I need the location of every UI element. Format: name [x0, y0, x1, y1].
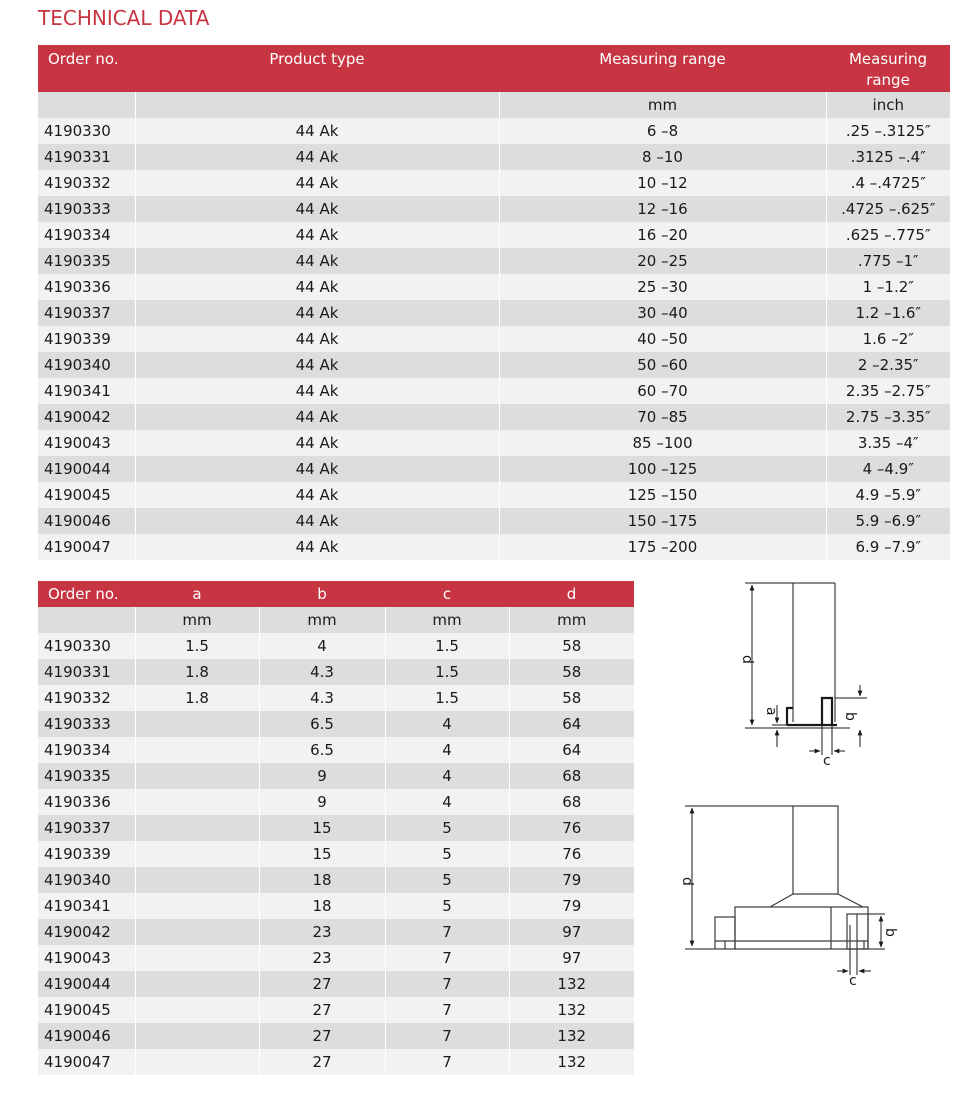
- value-cell: 150 –175: [499, 508, 826, 534]
- table-row: [38, 378, 950, 404]
- table-row: [38, 196, 950, 222]
- header-measuring-range-inch: Measuring range: [826, 45, 950, 92]
- value-cell: 79: [509, 893, 634, 919]
- table-row: [38, 997, 634, 1023]
- value-cell: [135, 997, 259, 1023]
- value-cell: 5: [385, 867, 509, 893]
- value-cell: 5.9 –6.9″: [826, 508, 950, 534]
- order-number-cell: 4190337: [38, 815, 135, 841]
- value-cell: .3125 –.4″: [826, 144, 950, 170]
- small-tool-dimension-drawing: [725, 575, 875, 770]
- value-cell: 44 Ak: [135, 430, 499, 456]
- value-cell: [135, 971, 259, 997]
- unit-cell: mm: [385, 607, 509, 633]
- unit-cell: mm: [259, 607, 385, 633]
- value-cell: 58: [509, 633, 634, 659]
- value-cell: 10 –12: [499, 170, 826, 196]
- order-number-cell: 4190330: [38, 118, 135, 144]
- table-row: [38, 430, 950, 456]
- value-cell: .775 –1″: [826, 248, 950, 274]
- header-order-no: Order no.: [38, 45, 135, 92]
- order-number-cell: 4190340: [38, 867, 135, 893]
- value-cell: 15: [259, 815, 385, 841]
- table-row: [38, 867, 634, 893]
- value-cell: 100 –125: [499, 456, 826, 482]
- value-cell: 7: [385, 945, 509, 971]
- value-cell: 44 Ak: [135, 118, 499, 144]
- value-cell: 25 –30: [499, 274, 826, 300]
- page-title: TECHNICAL DATA: [38, 6, 210, 30]
- value-cell: 27: [259, 997, 385, 1023]
- header-c: c: [385, 581, 509, 607]
- value-cell: 23: [259, 945, 385, 971]
- value-cell: 58: [509, 685, 634, 711]
- value-cell: 44 Ak: [135, 482, 499, 508]
- table-row: [38, 1023, 634, 1049]
- dimensions-table: [38, 581, 634, 1075]
- value-cell: [135, 893, 259, 919]
- order-number-cell: 4190042: [38, 919, 135, 945]
- label-c: c: [849, 973, 857, 989]
- value-cell: 27: [259, 971, 385, 997]
- value-cell: [135, 841, 259, 867]
- value-cell: 175 –200: [499, 534, 826, 560]
- value-cell: 7: [385, 1049, 509, 1075]
- order-number-cell: 4190335: [38, 248, 135, 274]
- table-row: [38, 144, 950, 170]
- table-row: [38, 508, 950, 534]
- value-cell: .625 –.775″: [826, 222, 950, 248]
- order-number-cell: 4190335: [38, 763, 135, 789]
- table-row: [38, 685, 634, 711]
- table-header-row: [38, 45, 950, 92]
- value-cell: 64: [509, 737, 634, 763]
- order-number-cell: 4190336: [38, 789, 135, 815]
- value-cell: 60 –70: [499, 378, 826, 404]
- value-cell: 44 Ak: [135, 248, 499, 274]
- value-cell: 44 Ak: [135, 352, 499, 378]
- value-cell: 15: [259, 841, 385, 867]
- value-cell: [135, 1023, 259, 1049]
- value-cell: 132: [509, 997, 634, 1023]
- shank: [793, 806, 838, 894]
- order-number-cell: 4190043: [38, 430, 135, 456]
- order-number-cell: 4190337: [38, 300, 135, 326]
- order-number-cell: 4190333: [38, 196, 135, 222]
- header-measuring-range-mm: Measuring range: [499, 45, 826, 92]
- value-cell: 7: [385, 1023, 509, 1049]
- header-product-type: Product type: [135, 45, 499, 92]
- order-number-cell: 4190331: [38, 144, 135, 170]
- value-cell: 58: [509, 659, 634, 685]
- order-number-cell: 4190341: [38, 378, 135, 404]
- order-number-cell: 4190334: [38, 222, 135, 248]
- value-cell: 9: [259, 789, 385, 815]
- value-cell: 27: [259, 1049, 385, 1075]
- order-number-cell: 4190046: [38, 508, 135, 534]
- header-order-no: Order no.: [38, 581, 135, 607]
- value-cell: 44 Ak: [135, 534, 499, 560]
- measuring-range-table: [38, 45, 950, 560]
- cutter-body: [735, 907, 868, 949]
- table-row: [38, 274, 950, 300]
- value-cell: 2.35 –2.75″: [826, 378, 950, 404]
- cutter-profile: [787, 698, 837, 725]
- label-a: a: [763, 707, 779, 716]
- value-cell: 4: [259, 633, 385, 659]
- value-cell: 1.8: [135, 659, 259, 685]
- value-cell: [135, 1049, 259, 1075]
- table-row: [38, 352, 950, 378]
- value-cell: 50 –60: [499, 352, 826, 378]
- table-row: [38, 482, 950, 508]
- unit-cell: [135, 92, 499, 118]
- table-row: [38, 945, 634, 971]
- header-a: a: [135, 581, 259, 607]
- value-cell: 7: [385, 919, 509, 945]
- table-row: [38, 971, 634, 997]
- label-d: d: [739, 655, 755, 664]
- value-cell: [135, 763, 259, 789]
- value-cell: 27: [259, 1023, 385, 1049]
- value-cell: 44 Ak: [135, 144, 499, 170]
- value-cell: 97: [509, 919, 634, 945]
- value-cell: 4 –4.9″: [826, 456, 950, 482]
- value-cell: 125 –150: [499, 482, 826, 508]
- order-number-cell: 4190339: [38, 326, 135, 352]
- cutter-body-outline: [715, 806, 868, 949]
- value-cell: 1 –1.2″: [826, 274, 950, 300]
- label-b: b: [842, 712, 858, 721]
- order-number-cell: 4190331: [38, 659, 135, 685]
- table-row: [38, 300, 950, 326]
- value-cell: 132: [509, 1023, 634, 1049]
- value-cell: 2.75 –3.35″: [826, 404, 950, 430]
- value-cell: [135, 815, 259, 841]
- value-cell: [135, 737, 259, 763]
- units-row: [38, 607, 634, 633]
- table-row: [38, 118, 950, 144]
- value-cell: 7: [385, 971, 509, 997]
- unit-cell: [38, 607, 135, 633]
- unit-cell: mm: [499, 92, 826, 118]
- value-cell: 3.35 –4″: [826, 430, 950, 456]
- value-cell: 44 Ak: [135, 222, 499, 248]
- value-cell: 1.5: [135, 633, 259, 659]
- value-cell: 6.9 –7.9″: [826, 534, 950, 560]
- table-row: [38, 456, 950, 482]
- header-b: b: [259, 581, 385, 607]
- table-row: [38, 893, 634, 919]
- order-number-cell: 4190332: [38, 170, 135, 196]
- value-cell: 85 –100: [499, 430, 826, 456]
- order-number-cell: 4190340: [38, 352, 135, 378]
- value-cell: 44 Ak: [135, 196, 499, 222]
- table-row: [38, 737, 634, 763]
- label-d: d: [679, 877, 695, 886]
- value-cell: [135, 711, 259, 737]
- header-d: d: [509, 581, 634, 607]
- table-row: [38, 633, 634, 659]
- table-row: [38, 534, 950, 560]
- value-cell: .4 –.4725″: [826, 170, 950, 196]
- value-cell: 9: [259, 763, 385, 789]
- value-cell: 1.2 –1.6″: [826, 300, 950, 326]
- order-number-cell: 4190334: [38, 737, 135, 763]
- unit-cell: inch: [826, 92, 950, 118]
- value-cell: 44 Ak: [135, 170, 499, 196]
- value-cell: 44 Ak: [135, 508, 499, 534]
- value-cell: 4: [385, 763, 509, 789]
- value-cell: 76: [509, 841, 634, 867]
- value-cell: 6.5: [259, 711, 385, 737]
- table-row: [38, 841, 634, 867]
- value-cell: 23: [259, 919, 385, 945]
- value-cell: 5: [385, 893, 509, 919]
- table-row: [38, 815, 634, 841]
- table-row: [38, 789, 634, 815]
- value-cell: 16 –20: [499, 222, 826, 248]
- value-cell: 6 –8: [499, 118, 826, 144]
- order-number-cell: 4190045: [38, 997, 135, 1023]
- order-number-cell: 4190336: [38, 274, 135, 300]
- value-cell: 2 –2.35″: [826, 352, 950, 378]
- value-cell: 97: [509, 945, 634, 971]
- value-cell: 4: [385, 711, 509, 737]
- table-row: [38, 919, 634, 945]
- large-tool-dimension-drawing: [675, 795, 905, 990]
- value-cell: [135, 867, 259, 893]
- value-cell: 4.3: [259, 659, 385, 685]
- table-row: [38, 404, 950, 430]
- order-number-cell: 4190339: [38, 841, 135, 867]
- value-cell: 68: [509, 789, 634, 815]
- value-cell: 1.8: [135, 685, 259, 711]
- order-number-cell: 4190042: [38, 404, 135, 430]
- table-row: [38, 711, 634, 737]
- value-cell: 68: [509, 763, 634, 789]
- value-cell: 44 Ak: [135, 456, 499, 482]
- value-cell: 44 Ak: [135, 274, 499, 300]
- value-cell: [135, 945, 259, 971]
- order-number-cell: 4190333: [38, 711, 135, 737]
- order-number-cell: 4190332: [38, 685, 135, 711]
- unit-cell: mm: [135, 607, 259, 633]
- value-cell: .25 –.3125″: [826, 118, 950, 144]
- value-cell: 44 Ak: [135, 326, 499, 352]
- value-cell: 7: [385, 997, 509, 1023]
- value-cell: 1.5: [385, 633, 509, 659]
- value-cell: 70 –85: [499, 404, 826, 430]
- value-cell: 1.5: [385, 659, 509, 685]
- value-cell: 6.5: [259, 737, 385, 763]
- value-cell: 64: [509, 711, 634, 737]
- order-number-cell: 4190045: [38, 482, 135, 508]
- label-c: c: [823, 753, 831, 769]
- value-cell: 4: [385, 789, 509, 815]
- unit-cell: [38, 92, 135, 118]
- table-row: [38, 170, 950, 196]
- units-row: [38, 92, 950, 118]
- table-row: [38, 659, 634, 685]
- value-cell: 79: [509, 867, 634, 893]
- value-cell: 30 –40: [499, 300, 826, 326]
- table-row: [38, 222, 950, 248]
- value-cell: 40 –50: [499, 326, 826, 352]
- table-row: [38, 326, 950, 352]
- value-cell: 76: [509, 815, 634, 841]
- value-cell: 1.5: [385, 685, 509, 711]
- value-cell: 4: [385, 737, 509, 763]
- order-number-cell: 4190044: [38, 456, 135, 482]
- table-row: [38, 1049, 634, 1075]
- value-cell: 5: [385, 815, 509, 841]
- value-cell: 4.3: [259, 685, 385, 711]
- value-cell: 18: [259, 893, 385, 919]
- value-cell: 44 Ak: [135, 378, 499, 404]
- value-cell: 44 Ak: [135, 300, 499, 326]
- value-cell: 5: [385, 841, 509, 867]
- order-number-cell: 4190330: [38, 633, 135, 659]
- order-number-cell: 4190046: [38, 1023, 135, 1049]
- value-cell: 12 –16: [499, 196, 826, 222]
- order-number-cell: 4190047: [38, 1049, 135, 1075]
- order-number-cell: 4190043: [38, 945, 135, 971]
- label-b: b: [882, 928, 898, 937]
- unit-cell: mm: [509, 607, 634, 633]
- value-cell: 4.9 –5.9″: [826, 482, 950, 508]
- table-header-row: [38, 581, 634, 607]
- value-cell: [135, 919, 259, 945]
- table-row: [38, 248, 950, 274]
- value-cell: 132: [509, 1049, 634, 1075]
- order-number-cell: 4190044: [38, 971, 135, 997]
- order-number-cell: 4190047: [38, 534, 135, 560]
- table-row: [38, 763, 634, 789]
- value-cell: 1.6 –2″: [826, 326, 950, 352]
- value-cell: 44 Ak: [135, 404, 499, 430]
- value-cell: [135, 789, 259, 815]
- value-cell: 132: [509, 971, 634, 997]
- value-cell: .4725 –.625″: [826, 196, 950, 222]
- value-cell: 8 –10: [499, 144, 826, 170]
- value-cell: 18: [259, 867, 385, 893]
- order-number-cell: 4190341: [38, 893, 135, 919]
- value-cell: 20 –25: [499, 248, 826, 274]
